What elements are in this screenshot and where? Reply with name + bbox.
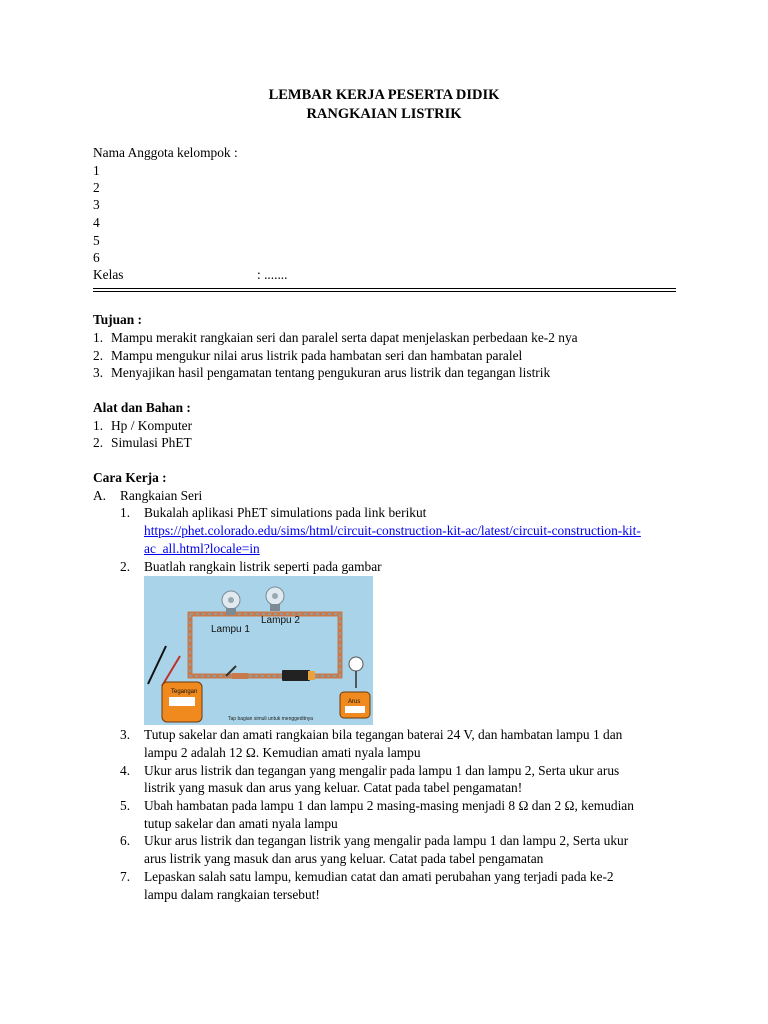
circuit-simulation-image (144, 576, 373, 725)
page-title: LEMBAR KERJA PESERTA DIDIK (268, 87, 500, 103)
alat-item-text: Simulasi PhET (111, 435, 192, 450)
alat-item-number: 1. (93, 418, 104, 433)
divider (93, 291, 676, 292)
alat-heading: Alat dan Bahan : (93, 400, 191, 415)
tujuan-item-text: Mampu mengukur nilai arus listrik pada hambatan seri dan hambatan paralel (111, 348, 523, 363)
members-label: Nama Anggota kelompok : (93, 145, 238, 160)
tujuan-item-text: Mampu merakit rangkaian seri dan paralel serta dapat menjelaskan perbedaan ke-2 nya (111, 330, 578, 345)
ammeter-icon (340, 692, 370, 718)
sim-hint: Tap bagian simuli untuk menggeditnya (228, 716, 314, 722)
step-text: Bukalah aplikasi PhET simulations pada link berikut (144, 505, 427, 520)
member-number: 3 (93, 197, 100, 212)
lamp-2-label: Lampu 2 (261, 615, 300, 626)
member-number: 5 (93, 233, 100, 248)
tujuan-item-number: 1. (93, 330, 104, 345)
alat-item-number: 2. (93, 435, 104, 450)
tujuan-item-text: Menyajikan hasil pengamatan tentang pengukuran arus listrik dan tegangan listrik (111, 365, 551, 380)
alat-item-text: Hp / Komputer (111, 418, 193, 433)
step-text: Lepaskan salah satu lampu, kemudian catat dan amati perubahan yang terjadi pada ke-2 (144, 869, 614, 884)
kelas-label: Kelas (93, 267, 124, 282)
tujuan-item-number: 3. (93, 365, 104, 380)
page-subtitle: RANGKAIAN LISTRIK (306, 106, 462, 122)
step-number: 5. (120, 798, 131, 813)
step-text: Ukur arus listrik dan tegangan yang mengalir pada lampu 1 dan lampu 2, Serta ukur arus (144, 763, 620, 778)
member-number: 2 (93, 180, 100, 195)
step-text: arus listrik yang masuk dan arus yang keluar. Catat pada tabel pengamatan (144, 851, 544, 866)
lamp-1-label: Lampu 1 (211, 624, 250, 635)
tujuan-item-number: 2. (93, 348, 104, 363)
cara-heading: Cara Kerja : (93, 470, 167, 485)
step-text: Buatlah rangkain listrik seperti pada gambar (144, 559, 382, 574)
step-number: 1. (120, 505, 131, 520)
member-number: 1 (93, 163, 100, 178)
kelas-value: : ....... (257, 267, 288, 282)
member-number: 4 (93, 215, 100, 230)
step-text: Ubah hambatan pada lampu 1 dan lampu 2 masing-masing menjadi 8 Ω dan 2 Ω, kemudian (144, 798, 634, 813)
member-number: 6 (93, 250, 100, 265)
divider (93, 288, 676, 289)
voltmeter-icon (162, 682, 202, 722)
step-text: lampu dalam rangkaian tersebut! (144, 887, 320, 902)
phet-link-continued[interactable]: ac_all.html?locale=in (144, 541, 260, 556)
step-number: 2. (120, 559, 131, 574)
step-text: Ukur arus listrik dan tegangan listrik yang mengalir pada lampu 1 dan lampu 2, Serta ukur (144, 833, 629, 848)
phet-link[interactable]: https://phet.colorado.edu/sims/html/circuit-construction-kit-ac/latest/circuit-construction-kit- (144, 523, 641, 538)
step-text: listrik yang masuk dan arus yang keluar. Catat pada tabel pengamatan! (144, 780, 523, 795)
section-a-number: A. (93, 488, 107, 503)
step-text: lampu 2 adalah 12 Ω. Kemudian amati nyala lampu (144, 745, 421, 760)
section-a-label: Rangkaian Seri (120, 488, 203, 503)
step-number: 7. (120, 869, 131, 884)
tujuan-heading: Tujuan : (93, 312, 143, 327)
ammeter-label: Arus (348, 699, 361, 705)
step-text: Tutup sakelar dan amati rangkaian bila tegangan baterai 24 V, dan hambatan lampu 1 dan (144, 727, 623, 742)
step-number: 3. (120, 727, 131, 742)
step-number: 4. (120, 763, 131, 778)
step-number: 6. (120, 833, 131, 848)
step-text: tutup sakelar dan amati nyala lampu (144, 816, 338, 831)
voltmeter-label: Tegangan (171, 689, 198, 695)
battery-icon (282, 670, 315, 681)
